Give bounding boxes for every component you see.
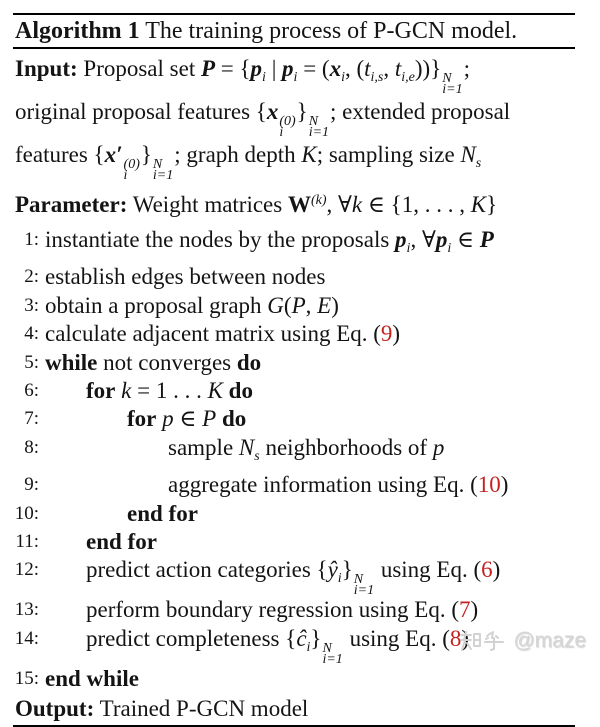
step-content <box>45 665 139 693</box>
text-run: , ( <box>344 56 365 81</box>
text-run: ) <box>492 557 501 583</box>
text-run: Parameter: <box>15 192 128 217</box>
text-run: for <box>127 406 157 432</box>
text-run: neighborhoods of <box>259 434 433 460</box>
text-run: ; extended proposal <box>330 99 511 124</box>
text-run: i <box>293 70 298 85</box>
text-run: predict action categories { <box>86 557 328 583</box>
text-run: Weight matrices <box>127 192 288 217</box>
text-run: P <box>200 56 216 81</box>
text-run: i <box>306 639 311 655</box>
step-content <box>45 349 261 377</box>
text-run: establish edges between nodes <box>45 264 326 290</box>
text-run: The training process of P-GCN model. <box>139 18 518 44</box>
text-run: ĉ <box>296 625 307 651</box>
text-run: } <box>140 142 152 167</box>
step-content <box>86 528 157 556</box>
text-run: 10 <box>477 472 501 498</box>
math-supsub: (0) i <box>123 157 140 183</box>
text-run: sample <box>168 434 239 460</box>
text-run: features { <box>15 142 105 167</box>
text-run: end for <box>127 500 198 526</box>
text-run: instantiate the nodes by the proposals <box>45 227 396 252</box>
step-number: 4: <box>24 323 39 345</box>
text-run: x <box>266 99 279 124</box>
step-line <box>13 263 575 291</box>
input-line-1 <box>15 52 575 95</box>
text-run: 9 <box>380 321 393 347</box>
step-line <box>13 377 575 405</box>
step-content <box>86 377 253 405</box>
text-run: while <box>45 349 98 375</box>
text-run: i,s <box>370 70 384 85</box>
text-run: | <box>265 56 283 81</box>
text-run: using Eq. ( <box>343 625 450 651</box>
text-run: (k) <box>310 193 327 208</box>
step-line <box>13 349 575 377</box>
text-run: ; <box>463 56 470 81</box>
step-number: 14: <box>14 627 39 649</box>
text-run: do <box>228 378 253 404</box>
text-run: } <box>310 625 322 651</box>
input-line-3 <box>15 138 575 181</box>
math-supsub: N i=1 <box>322 640 343 667</box>
step-line <box>13 405 575 433</box>
step-number: 15: <box>14 667 39 689</box>
text-run: , ∀ <box>326 192 352 217</box>
step-line <box>13 665 575 693</box>
step-number: 2: <box>24 266 39 288</box>
math-supsub: N i=1 <box>442 71 463 97</box>
text-run: = ( <box>297 56 330 81</box>
text-run: original proposal features { <box>15 99 267 124</box>
text-run: t <box>394 56 402 81</box>
text-run: P <box>291 292 306 318</box>
text-run: G <box>267 292 284 318</box>
text-run: p <box>162 406 174 432</box>
step-number: 7: <box>24 408 39 430</box>
step-number: 13: <box>14 599 39 621</box>
text-run: predict completeness { <box>86 625 297 651</box>
text-run: do <box>221 406 247 432</box>
text-run: W <box>287 192 311 217</box>
step-content <box>86 556 501 599</box>
step-content <box>45 226 494 263</box>
text-run: ) <box>331 292 339 318</box>
math-supsub: (0) i <box>279 114 296 140</box>
step-number: 3: <box>24 294 39 316</box>
step-number: 8: <box>24 436 39 458</box>
text-run: } <box>486 192 498 217</box>
text-run: k <box>351 192 363 217</box>
text-run: obtain a proposal graph <box>45 292 268 318</box>
step-content <box>45 320 400 348</box>
text-run: i <box>406 241 411 256</box>
text-run: , ∀ <box>410 227 436 252</box>
text-run: 6 <box>481 557 493 583</box>
text-run: ) <box>470 597 479 623</box>
text-run: ∈ <box>173 406 203 432</box>
text-run: ŷ <box>327 557 338 583</box>
text-run: t <box>364 56 371 81</box>
step-content <box>127 500 198 528</box>
text-run: ) <box>500 472 509 498</box>
text-run: x <box>329 56 342 81</box>
step-line <box>13 556 575 599</box>
step-number: 1: <box>24 229 39 250</box>
step-line <box>13 528 575 556</box>
text-run: calculate adjacent matrix using Eq. ( <box>45 321 381 347</box>
text-run: K <box>470 192 487 217</box>
text-run: Input: <box>15 56 78 81</box>
step-content <box>86 596 478 624</box>
text-run: K <box>207 378 223 404</box>
text-run: ∈ <box>451 227 480 252</box>
text-run: p <box>250 56 263 81</box>
text-run: P <box>202 406 217 432</box>
algorithm-box <box>13 13 575 727</box>
step-number: 5: <box>24 351 39 373</box>
output-line <box>13 693 575 725</box>
step-number: 11: <box>15 531 39 553</box>
text-run: p <box>432 434 445 460</box>
text-run: 7 <box>459 597 471 623</box>
text-run: x′ <box>104 142 123 167</box>
step-line <box>13 292 575 320</box>
text-run: s <box>254 448 260 464</box>
text-run: aggregate information using Eq. ( <box>168 472 478 498</box>
text-run: E <box>317 292 332 318</box>
text-run: Trained P-GCN model <box>94 696 309 722</box>
step-line <box>13 596 575 624</box>
step-line <box>13 500 575 528</box>
text-run: end for <box>86 529 157 555</box>
watermark-handle: @maze <box>513 629 586 652</box>
text-run: p <box>435 227 448 252</box>
text-run: , <box>383 56 395 81</box>
text-run: for <box>86 378 116 404</box>
text-run: i <box>447 241 452 256</box>
math-supsub: N i=1 <box>152 157 174 183</box>
text-run: ( <box>283 292 292 318</box>
step-content <box>45 263 325 291</box>
text-run: = 1 . . . <box>131 378 208 404</box>
watermark <box>458 629 586 653</box>
text-run: p <box>282 56 294 81</box>
preamble-block <box>13 49 575 225</box>
text-run: P <box>479 227 494 252</box>
step-line <box>13 434 575 471</box>
text-run: } <box>341 557 353 583</box>
step-number: 10: <box>14 502 39 524</box>
step-line <box>13 471 575 499</box>
text-run: p <box>395 227 407 252</box>
text-run: not converges <box>97 349 237 375</box>
text-run: i,e <box>401 70 415 85</box>
text-run: ∈ {1, . . . , <box>362 192 471 217</box>
text-run: i <box>262 70 266 85</box>
text-run: N <box>460 142 476 167</box>
text-run: do <box>236 349 262 375</box>
step-line <box>13 320 575 348</box>
zhihu-logo-glyphs <box>458 630 508 652</box>
step-number: 12: <box>14 559 39 581</box>
text-run: Algorithm 1 <box>15 18 140 44</box>
text-run: } <box>296 99 308 124</box>
step-content <box>86 625 469 665</box>
text-run: Output: <box>15 696 95 722</box>
math-supsub: N i=1 <box>308 114 330 140</box>
text-run: = { <box>215 56 251 81</box>
step-content <box>168 434 444 471</box>
text-run: perform boundary regression using Eq. ( <box>86 597 460 623</box>
text-run: 8 <box>449 625 462 651</box>
text-run: ))} <box>414 56 442 81</box>
text-run: using Eq. ( <box>375 557 482 583</box>
text-run: i <box>341 70 345 85</box>
math-supsub: N i=1 <box>353 572 375 599</box>
text-run: K <box>301 142 317 167</box>
text-run: k <box>121 378 132 404</box>
text-run: ) <box>392 321 401 347</box>
step-content <box>168 471 508 499</box>
text-run: ; sampling size <box>316 142 461 167</box>
text-run: ) <box>461 625 470 651</box>
step-number: 9: <box>24 474 39 496</box>
input-line-2 <box>15 95 575 138</box>
step-content <box>45 292 339 320</box>
algorithm-steps <box>13 225 575 693</box>
text-run: N <box>238 434 255 460</box>
parameter-line <box>15 182 575 223</box>
step-content <box>127 405 246 433</box>
algorithm-title <box>13 15 575 47</box>
text-run: i <box>337 571 342 587</box>
step-line <box>13 226 575 263</box>
step-number: 6: <box>24 380 39 402</box>
text-run: Proposal set <box>77 56 201 81</box>
text-run: ; graph depth <box>174 142 302 167</box>
text-run: end while <box>45 665 139 691</box>
text-run: , <box>305 292 318 318</box>
text-run: s <box>475 156 482 171</box>
